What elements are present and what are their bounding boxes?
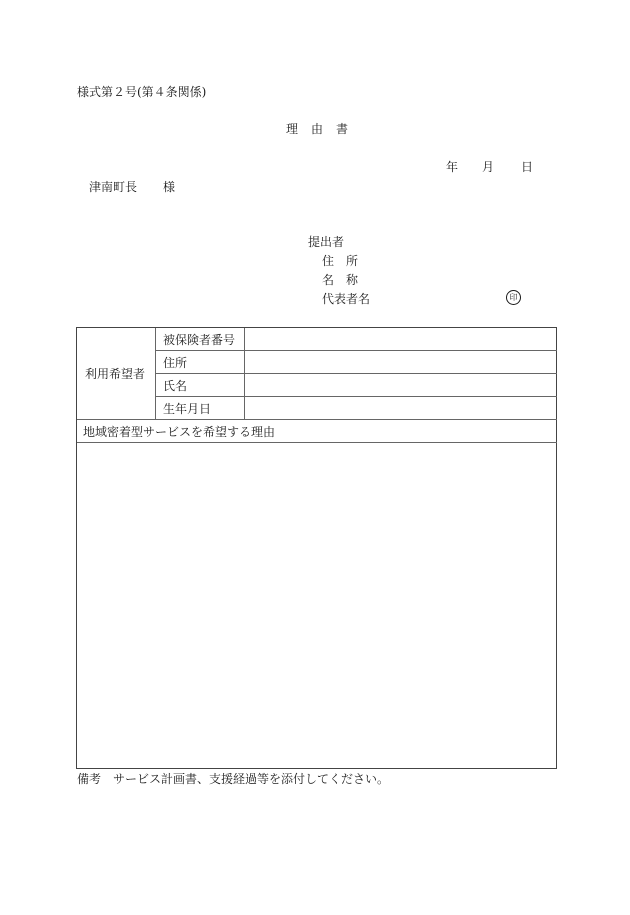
form-number: 様式第２号(第４条関係)	[77, 85, 207, 99]
reason-label: 地域密着型サービスを希望する理由	[83, 425, 276, 439]
reason-field[interactable]	[83, 450, 549, 760]
addressee-name: 津南町長	[89, 180, 138, 194]
applicant-address-label: 住所	[163, 356, 188, 370]
addressee	[89, 180, 176, 194]
submitter-address-label: 住所	[322, 254, 371, 268]
insured-number-label: 被保険者番号	[163, 333, 236, 347]
addressee-honorific: 様	[163, 180, 176, 194]
birth-date-label: 生年月日	[163, 402, 212, 416]
submitter-name-label: 名称	[322, 273, 371, 287]
year-label: 年	[446, 160, 459, 174]
month-label: 月	[482, 160, 495, 174]
remarks-note: 備考 サービス計画書、支援経過等を添付してください。	[77, 772, 390, 786]
applicant-table	[76, 327, 557, 769]
day-label: 日	[521, 160, 534, 174]
submitter-heading: 提出者	[308, 235, 345, 249]
applicant-name-label: 氏名	[163, 379, 188, 393]
seal-mark-icon: 印	[506, 290, 521, 305]
submitter-representative-label: 代表者名	[322, 292, 371, 306]
document-title: 理由書	[286, 122, 362, 136]
applicant-section-label: 利用希望者	[85, 367, 146, 381]
